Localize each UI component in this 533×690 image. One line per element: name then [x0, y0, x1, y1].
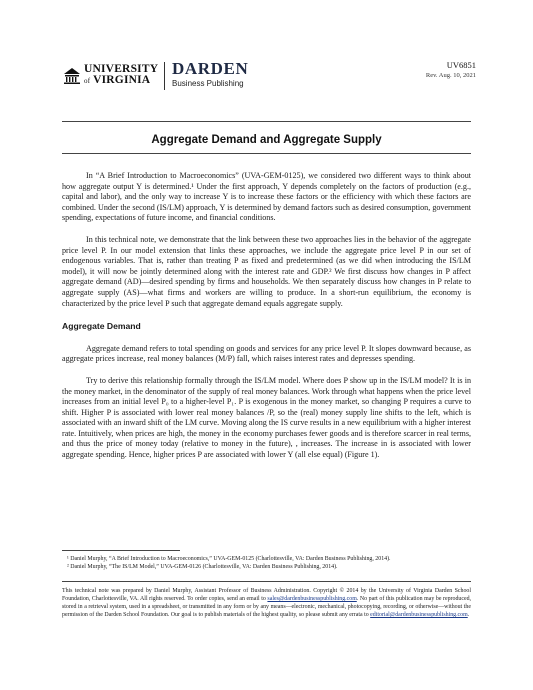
- darden-subtitle: Business Publishing: [172, 79, 244, 88]
- footnotes: [62, 550, 471, 571]
- document-code: UV6851: [446, 60, 476, 70]
- copyright-text-2: . No part of this publication may be reproduced, stored in a retrieval system, used in a spreadsheet, or transmitted in any form or by any means—electronic, mechanical, photocopying, recording, or otherwise—without the permission of the Darden School Foundation. Our goal is to publish materials of the highest quality, so please submit any errata to: [62, 596, 471, 618]
- ad-paragraph-1: Aggregate demand refers to total spending on goods and services for any price level P. It slopes downward because, as aggregate prices increase, real money balances (M/P) fall, which raises interest rates and depresses spending.: [62, 343, 471, 364]
- document-code-block: [426, 60, 476, 80]
- revision-date: Rev. Aug. 10, 2021: [425, 72, 476, 79]
- document-title: Aggregate Demand and Aggregate Supply: [151, 134, 382, 146]
- document-body: [62, 171, 471, 472]
- uva-line1: UNIVERSITY: [84, 63, 159, 75]
- logo-divider: [164, 62, 165, 90]
- copyright-text-1: This technical note was prepared by Daniel Murphy, Assistant Professor of Business Administration. Copyright © 2014 by the University of Virginia Darden School Foundation, Charlottesville, VA. All rights reserved. To order copies, send an email to: [62, 588, 471, 602]
- intro-paragraph-1: In “A Brief Introduction to Macroeconomics” (UVA-GEM-0125), we considered two different ways to think about how aggregate output Y is determined.¹ Under the first approach, Y depends completely on the factors of production (e.g., capital and labor), and the only way to increase Y is to increase these factors or the efficiency with which these factors are combined. Under the second (IS/LM) approach, Y is determined by demand factors such as desired consumption, government spending, expectations of future income, and financial conditions.: [62, 171, 471, 223]
- title-top-rule: [62, 121, 471, 122]
- ad-paragraph-2: Try to derive this relationship formally through the IS/LM model. Where does P show up in the IS/LM model? It is in the money market, in the denominator of the supply of real money balances. Work through what happens when the price level increases from an initial level P₀ to a higher-level P₁. P is exogenous in the money market, so changing P requires a curve to shift. Higher P is associated with lower real money balances /P, so the (real) money supply line shifts to the left, which is associated with an inward shift of the LM curve. Moving along the IS curve results in a new equilibrium with a higher interest rate. Intuitively, when prices are high, the money in the economy purchases fewer goods and is therefore scarcer in real terms, and thus the price of money today (relative to money in the future), , increases. The increase in is associated with lower aggregate spending. Hence, higher prices P are associated with lower Y (all else equal) (Figure 1).: [62, 375, 471, 460]
- copyright-rule: [62, 581, 471, 582]
- uva-line2: VIRGINIA: [93, 74, 151, 86]
- rotunda-icon: [62, 65, 82, 85]
- footnote-2: ² Daniel Murphy, “The IS/LM Model,” UVA-GEM-0126 (Charlottesville, VA: Darden Business Publishing, 2014).: [67, 564, 338, 570]
- sales-email-link[interactable]: sales@dardenbusinesspublishing.com: [267, 596, 357, 602]
- copyright-text-3: .: [467, 612, 470, 618]
- title-bottom-rule: [62, 153, 471, 154]
- darden-logo: [172, 60, 248, 89]
- copyright-notice: [62, 587, 471, 619]
- uva-of: of: [84, 77, 91, 85]
- document-header: [62, 56, 476, 96]
- footnote-rule: [62, 550, 180, 551]
- darden-name: DARDEN: [172, 59, 249, 78]
- errata-email-link[interactable]: editorial@dardenbusinesspublishing.com: [370, 612, 468, 618]
- intro-paragraph-2: In this technical note, we demonstrate that the link between these two approaches lies in the behavior of the aggregate price level P. In our model extension that links these approaches, we include the aggregate price level P in our set of endogenous variables. That is, rather than treating P as fixed and predetermined (as we did when introducing the IS/LM model), it will now be jointly determined along with the interest rate and GDP.² We first discuss how changes in P affect aggregate demand (AD)—desired spending by firms and households. We then separately discuss how changes in P relate to aggregate supply (AS)—what firms and workers are willing to produce. In a short-run equilibrium, the economy is characterized by the price level P such that aggregate demand equals aggregate supply.: [62, 234, 471, 308]
- uva-logo: [62, 62, 158, 92]
- section-heading: Aggregate Demand: [62, 321, 141, 332]
- footnote-1: ¹ Daniel Murphy, “A Brief Introduction to Macroeconomics,” UVA-GEM-0125 (Charlottesville, VA: Darden Business Publishing, 2014).: [67, 556, 391, 562]
